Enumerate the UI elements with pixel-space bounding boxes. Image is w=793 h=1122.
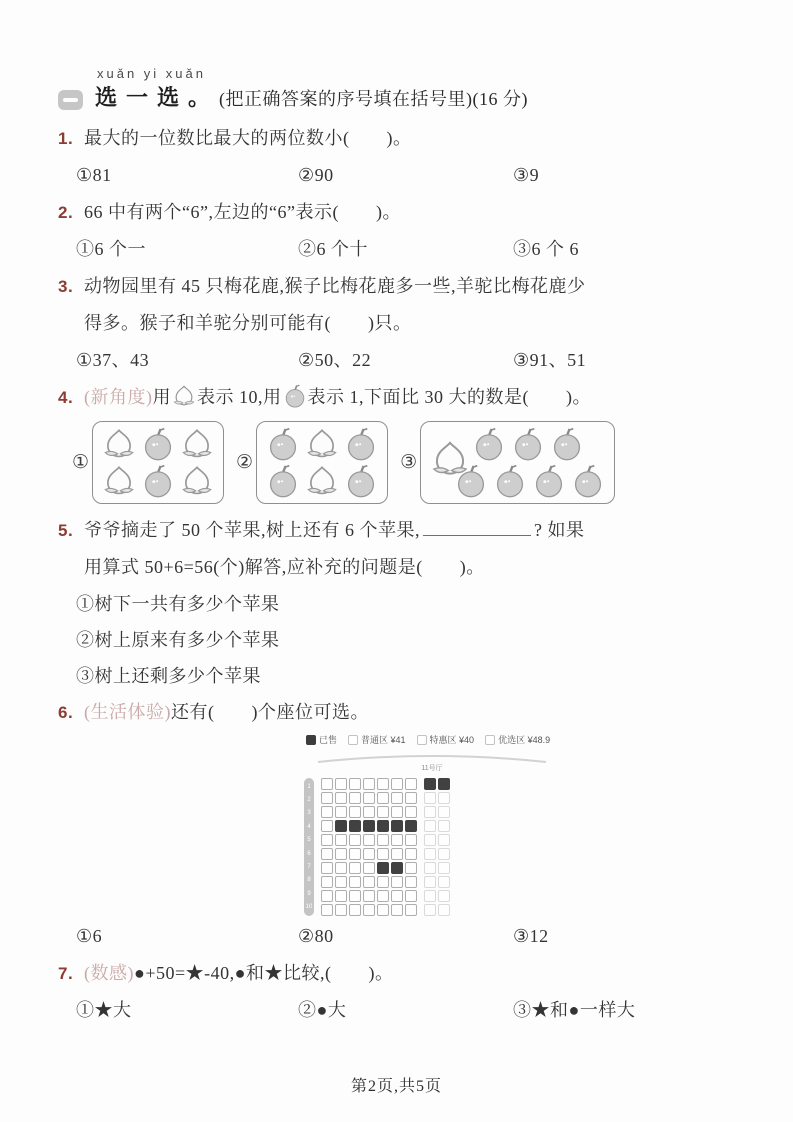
seat-open	[321, 778, 333, 790]
option: ①6	[76, 926, 103, 946]
question-text-line2: 用算式 50+6=56(个)解答,应补充的问题是( )。	[84, 557, 485, 577]
fruit-box-label: ③	[400, 452, 418, 473]
cinema-screen-arc	[316, 753, 548, 763]
option: ③91、51	[513, 350, 587, 370]
seat-open	[349, 876, 361, 888]
row-number: 9	[307, 890, 311, 897]
question-text-part: 用	[152, 387, 171, 407]
seat-open	[349, 890, 361, 902]
seat-open	[321, 904, 333, 916]
seat-open	[335, 876, 347, 888]
peach-icon	[102, 427, 136, 461]
option: ①★大	[76, 1000, 132, 1020]
seat-sold	[377, 862, 389, 874]
cinema-seat-selection	[304, 733, 604, 916]
question-5	[58, 512, 746, 694]
question-tag: (新角度)	[84, 387, 153, 407]
option: ②6 个十	[298, 239, 368, 259]
seat-open	[405, 806, 417, 818]
options-row	[58, 157, 746, 194]
row-number: 10	[305, 904, 313, 911]
seat-open	[377, 848, 389, 860]
seat-open	[391, 848, 403, 860]
fruit-box	[400, 421, 615, 504]
seat-open	[438, 792, 450, 804]
seat-row	[321, 792, 450, 804]
seat-open	[321, 862, 333, 874]
seat-open	[321, 834, 333, 846]
seat-open	[391, 834, 403, 846]
question-7	[58, 955, 746, 1029]
seat-legend	[306, 733, 604, 746]
apple-icon	[571, 464, 605, 498]
seat-open	[405, 862, 417, 874]
peach-icon	[180, 464, 214, 498]
question-tag: (生活体验)	[84, 702, 171, 722]
question-text-part: ? 如果	[534, 520, 585, 540]
option: ①81	[76, 165, 112, 185]
seat-map	[304, 778, 604, 916]
seat-open	[377, 834, 389, 846]
option: ③★和●一样大	[513, 1000, 636, 1020]
question-number: 4.	[58, 388, 74, 407]
legend-label: 普通区 ¥41	[361, 735, 406, 745]
seat-open	[363, 806, 375, 818]
question-2	[58, 194, 746, 268]
question-text-part: 还有( )个座位可选。	[171, 702, 369, 722]
seat-open	[391, 806, 403, 818]
seat-open	[377, 778, 389, 790]
seat-open	[377, 876, 389, 888]
seat-open	[377, 904, 389, 916]
section-title: 选一选。	[95, 85, 220, 110]
seat-row	[321, 834, 450, 846]
question-tag: (数感)	[84, 963, 134, 983]
question-text-part: 表示 1,下面比 30 大的数是( )。	[307, 387, 591, 407]
option: ②●大	[298, 1000, 347, 1020]
seat-open	[405, 876, 417, 888]
question-number-spacer	[58, 305, 84, 342]
option: ③树上还剩多少个苹果	[76, 666, 261, 686]
seat-open	[424, 876, 436, 888]
seat-open	[363, 904, 375, 916]
apple-icon	[344, 427, 378, 461]
seat-sold	[438, 778, 450, 790]
apple-icon	[141, 464, 175, 498]
seat-open	[335, 862, 347, 874]
seat-sold	[363, 820, 375, 832]
apple-icon	[454, 464, 488, 498]
seat-open	[335, 904, 347, 916]
seat-open	[405, 890, 417, 902]
seat-open	[424, 862, 436, 874]
question-text	[84, 379, 746, 416]
open-seat-swatch	[348, 735, 358, 745]
seat-row	[321, 876, 450, 888]
apple-icon	[511, 427, 545, 461]
seat-row	[321, 904, 450, 916]
seat-open	[363, 792, 375, 804]
seat-open	[438, 862, 450, 874]
legend-label: 特惠区 ¥40	[429, 735, 475, 745]
seat-open	[424, 890, 436, 902]
apple-icon	[266, 427, 300, 461]
seat-open	[321, 890, 333, 902]
row-number: 7	[307, 864, 311, 871]
row-number: 4	[307, 823, 311, 830]
legend-item-premium-zone	[485, 733, 550, 746]
seat-open	[391, 904, 403, 916]
question-text	[84, 694, 746, 731]
row-number: 3	[307, 810, 311, 817]
fruit-box	[236, 421, 388, 504]
legend-label: 优选区 ¥48.9	[498, 735, 551, 745]
seat-open	[321, 806, 333, 818]
legend-item-discount-zone	[417, 733, 475, 746]
seat-row	[321, 778, 450, 790]
seat-open	[405, 904, 417, 916]
row-number: 8	[307, 877, 311, 884]
apple-icon	[550, 427, 584, 461]
question-number: 5.	[58, 521, 74, 540]
fruit-boxes	[72, 421, 746, 504]
option: ③6 个 6	[513, 239, 579, 259]
page-footer: 第2页,共5页	[350, 1078, 442, 1095]
question-number-spacer	[58, 549, 84, 586]
seat-sold	[391, 820, 403, 832]
seat-open	[363, 890, 375, 902]
seat-open	[405, 848, 417, 860]
open-seat-swatch	[417, 735, 427, 745]
peach-icon	[305, 464, 339, 498]
seat-row-number-bar	[304, 778, 314, 916]
fruit-box-label: ②	[236, 452, 254, 473]
seat-grid	[321, 778, 450, 916]
sold-seat-swatch	[306, 735, 316, 745]
option: ②90	[298, 165, 334, 185]
seat-open	[391, 792, 403, 804]
seat-open	[391, 890, 403, 902]
question-number: 3.	[58, 277, 74, 296]
seat-open	[424, 792, 436, 804]
options-row	[58, 918, 746, 955]
apple-icon	[266, 464, 300, 498]
answer-blank-line	[423, 515, 531, 536]
seat-open	[438, 820, 450, 832]
question-text-line1: 动物园里有 45 只梅花鹿,猴子比梅花鹿多一些,羊驼比梅花鹿少	[84, 276, 586, 296]
seat-open	[335, 792, 347, 804]
seat-open	[363, 834, 375, 846]
seat-row	[321, 862, 450, 874]
option: ①6 个一	[76, 239, 146, 259]
options-row	[58, 342, 746, 379]
seat-open	[424, 904, 436, 916]
option: ①树下一共有多少个苹果	[76, 594, 280, 614]
seat-open	[405, 834, 417, 846]
question-4	[58, 379, 746, 504]
question-number: 2.	[58, 203, 74, 222]
seat-open	[438, 876, 450, 888]
question-number: 6.	[58, 703, 74, 722]
row-number: 2	[307, 797, 311, 804]
question-text-part: ●+50=★-40,●和★比较,( )。	[134, 963, 394, 983]
question-text: 最大的一位数比最大的两位数小( )。	[84, 128, 412, 148]
seat-open	[363, 848, 375, 860]
question-number: 7.	[58, 964, 74, 983]
options-row	[58, 231, 746, 268]
badge-bar	[63, 98, 78, 102]
question-text-part: 爷爷摘走了 50 个苹果,树上还有 6 个苹果,	[84, 520, 420, 540]
seat-open	[391, 778, 403, 790]
option: ②50、22	[298, 350, 372, 370]
option: ②80	[298, 926, 334, 946]
apple-icon	[532, 464, 566, 498]
question-number: 1.	[58, 129, 74, 148]
option: ②树上原来有多少个苹果	[76, 630, 280, 650]
option: ①37、43	[76, 350, 150, 370]
seat-open	[363, 876, 375, 888]
apple-icon	[141, 427, 175, 461]
row-number: 1	[307, 783, 311, 790]
seat-open	[349, 848, 361, 860]
seat-open	[438, 834, 450, 846]
seat-row	[321, 806, 450, 818]
seat-sold	[377, 820, 389, 832]
question-text-line1	[84, 512, 746, 549]
fruit-box	[72, 421, 224, 504]
section-header	[58, 66, 746, 112]
seat-sold	[349, 820, 361, 832]
apple-icon	[344, 464, 378, 498]
seat-open	[438, 890, 450, 902]
seat-open	[349, 806, 361, 818]
seat-open	[349, 904, 361, 916]
seat-open	[424, 834, 436, 846]
question-1	[58, 120, 746, 194]
seat-sold	[405, 820, 417, 832]
seat-open	[349, 834, 361, 846]
worksheet-content	[58, 66, 746, 1029]
apple-icon	[283, 384, 307, 408]
seat-open	[321, 876, 333, 888]
apple-icon	[493, 464, 527, 498]
seat-open	[349, 778, 361, 790]
seat-open	[438, 848, 450, 860]
options-row	[58, 992, 746, 1029]
legend-label: 已售	[319, 735, 338, 745]
seat-open	[335, 778, 347, 790]
seat-open	[405, 792, 417, 804]
seat-open	[424, 820, 436, 832]
seat-open	[438, 806, 450, 818]
question-text-part: 表示 10,用	[197, 387, 282, 407]
row-number: 6	[307, 850, 311, 857]
seat-open	[363, 778, 375, 790]
question-text	[84, 955, 746, 992]
question-6	[58, 694, 746, 955]
seat-sold	[335, 820, 347, 832]
legend-item-sold	[306, 733, 337, 746]
seat-sold	[424, 778, 436, 790]
seat-open	[321, 848, 333, 860]
seat-row	[321, 890, 450, 902]
option: ③9	[513, 165, 540, 185]
seat-open	[405, 778, 417, 790]
seat-open	[377, 792, 389, 804]
fruit-box-label: ①	[72, 452, 90, 473]
seat-sold	[391, 862, 403, 874]
seat-open	[438, 904, 450, 916]
seat-open	[349, 792, 361, 804]
seat-open	[349, 862, 361, 874]
seat-open	[377, 806, 389, 818]
peach-icon	[102, 464, 136, 498]
peach-icon	[172, 384, 196, 408]
peach-icon	[305, 427, 339, 461]
seat-open	[391, 876, 403, 888]
seat-row	[321, 848, 450, 860]
section-number-badge-icon	[58, 90, 83, 110]
seat-open	[335, 848, 347, 860]
seat-open	[335, 806, 347, 818]
seat-open	[335, 890, 347, 902]
section-title-pinyin: xuǎn yi xuǎn	[97, 66, 206, 81]
seat-open	[363, 862, 375, 874]
option: ③12	[513, 926, 549, 946]
seat-open	[321, 792, 333, 804]
question-text-line2: 得多。猴子和羊驼分别可能有( )只。	[84, 313, 412, 333]
seat-row	[321, 820, 450, 832]
row-number: 5	[307, 837, 311, 844]
seat-open	[424, 806, 436, 818]
section-subtitle: (把正确答案的序号填在括号里)(16 分)	[219, 89, 528, 109]
legend-item-normal-zone	[348, 733, 406, 746]
question-text: 66 中有两个“6”,左边的“6”表示( )。	[84, 202, 401, 222]
seat-open	[377, 890, 389, 902]
peach-icon	[180, 427, 214, 461]
question-3	[58, 268, 746, 379]
hall-label: 11号厅	[421, 765, 443, 772]
seat-open	[424, 848, 436, 860]
apple-icon	[472, 427, 506, 461]
seat-open	[335, 834, 347, 846]
open-seat-swatch	[485, 735, 495, 745]
seat-open	[321, 820, 333, 832]
